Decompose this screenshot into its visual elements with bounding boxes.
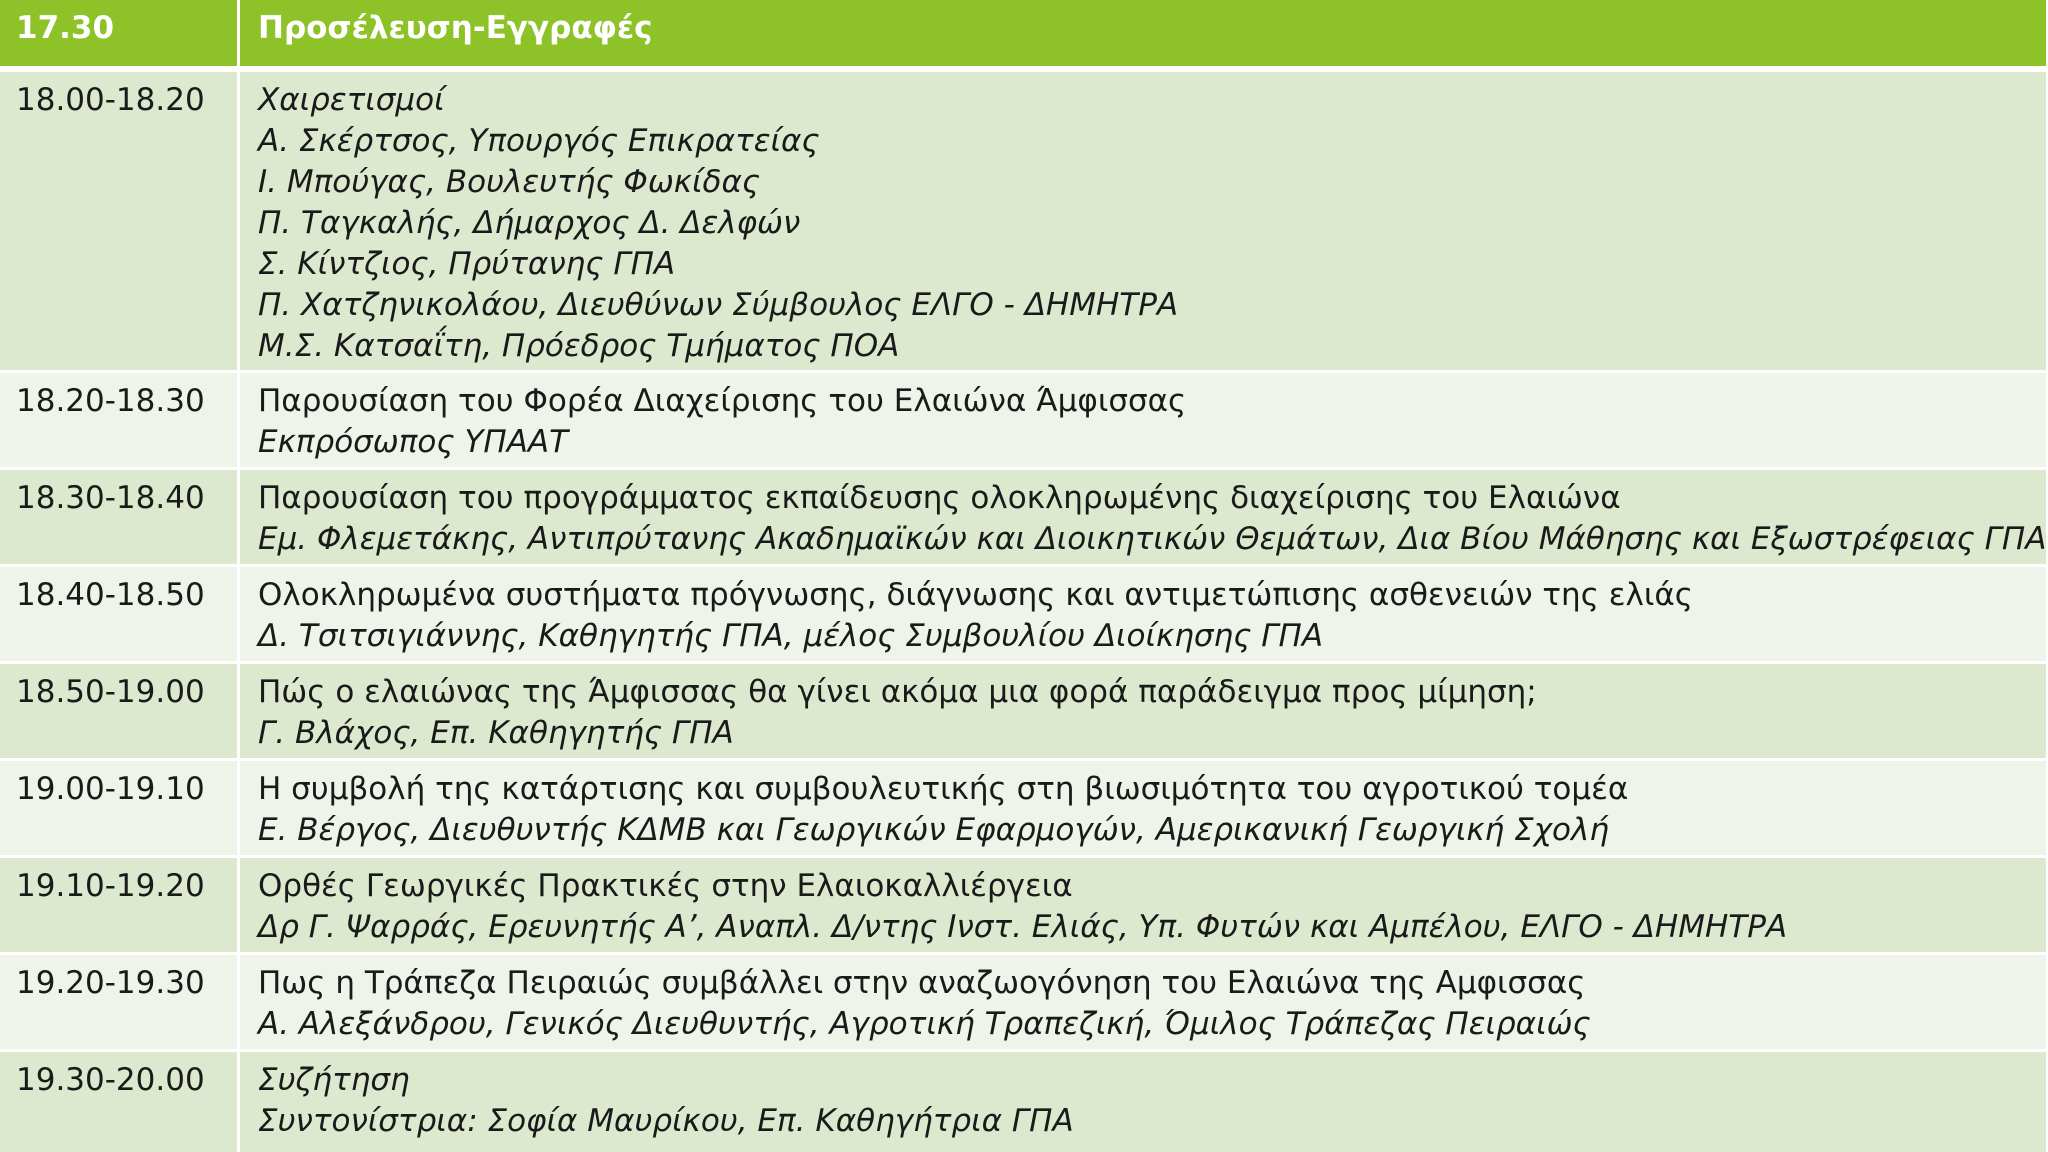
agenda-row-session: [0, 567, 2046, 661]
agenda-row-greetings: [0, 72, 2046, 370]
time-cell: [0, 858, 240, 952]
time-cell: [0, 373, 240, 467]
time-label: 19.30-20.00: [16, 1062, 205, 1098]
session-title: Προσέλευση-Εγγραφές: [258, 10, 653, 46]
speaker-line: Ε. Βέργος, Διευθυντής ΚΔΜΒ και Γεωργικών Εφαρμογών, Αμερικανική Γεωργική Σχολή: [258, 812, 1609, 848]
agenda-row-session: [0, 955, 2046, 1049]
speaker-line: Εκπρόσωπος ΥΠΑΑΤ: [258, 424, 569, 460]
agenda-row-session: [0, 373, 2046, 467]
time-label: 18.50-19.00: [16, 674, 205, 710]
speaker-line: Α. Σκέρτσος, Υπουργός Επικρατείας: [258, 123, 820, 159]
session-title: Συζήτηση: [258, 1062, 410, 1098]
session-title: Χαιρετισμοί: [258, 82, 445, 118]
agenda-row-session: [0, 470, 2046, 564]
speaker-line: Ι. Μπούγας, Βουλευτής Φωκίδας: [258, 164, 761, 200]
speaker-line: Μ.Σ. Κατσαΐτη, Πρόεδρος Τμήματος ΠΟΑ: [258, 328, 900, 364]
session-cell: [243, 72, 2046, 370]
session-title: Ορθές Γεωργικές Πρακτικές στην Ελαιοκαλλιέργεια: [258, 868, 1073, 904]
time-label: 17.30: [16, 10, 115, 46]
agenda-row-session: [0, 858, 2046, 952]
speaker-line: Π. Ταγκαλής, Δήμαρχος Δ. Δελφών: [258, 205, 801, 241]
session-title: Πως η Τράπεζα Πειραιώς συμβάλλει στην αναζωογόνηση του Ελαιώνα της Αμφισσας: [258, 965, 1586, 1001]
time-label: 19.20-19.30: [16, 965, 205, 1001]
time-label: 18.30-18.40: [16, 480, 205, 516]
time-cell: [0, 664, 240, 758]
agenda-row-discussion: [0, 1052, 2046, 1152]
time-cell: [0, 470, 240, 564]
time-cell: [0, 567, 240, 661]
speaker-line: Π. Χατζηνικολάου, Διευθύνων Σύμβουλος ΕΛΓΟ - ΔΗΜΗΤΡΑ: [258, 287, 1179, 323]
session-title: Η συμβολή της κατάρτισης και συμβουλευτικής στη βιωσιμότητα του αγροτικού τομέα: [258, 771, 1629, 807]
agenda-row-registration: [0, 0, 2046, 66]
session-title: Παρουσίαση του Φορέα Διαχείρισης του Ελαιώνα Άμφισσας: [258, 383, 1187, 419]
time-label: 18.20-18.30: [16, 383, 205, 419]
agenda-row-session: [0, 761, 2046, 855]
session-cell: [243, 470, 2046, 564]
session-cell: [243, 761, 2046, 855]
session-cell: [243, 955, 2046, 1049]
time-cell: [0, 1052, 240, 1152]
time-label: 19.00-19.10: [16, 771, 205, 807]
agenda-row-session: [0, 664, 2046, 758]
time-label: 19.10-19.20: [16, 868, 205, 904]
session-cell: [243, 664, 2046, 758]
speaker-line: Εμ. Φλεμετάκης, Αντιπρύτανης Ακαδημαϊκών και Διοικητικών Θεμάτων, Δια Βίου Μάθησης και Εξωστρέφειας ΓΠΑ: [258, 521, 2046, 557]
session-cell: [243, 1052, 2046, 1152]
speaker-line: Γ. Βλάχος, Επ. Καθηγητής ΓΠΑ: [258, 715, 734, 751]
time-cell: [0, 761, 240, 855]
time-label: 18.40-18.50: [16, 577, 205, 613]
speaker-line: Σ. Κίντζιος, Πρύτανης ΓΠΑ: [258, 246, 676, 282]
time-cell: [0, 72, 240, 370]
session-cell: [243, 858, 2046, 952]
session-title: Παρουσίαση του προγράμματος εκπαίδευσης ολοκληρωμένης διαχείρισης του Ελαιώνα: [258, 480, 1621, 516]
speaker-line: Δρ Γ. Ψαρράς, Ερευνητής Α’, Αναπλ. Δ/ντης Ινστ. Ελιάς, Υπ. Φυτών και Αμπέλου, ΕΛΓΟ - ΔΗΜΗΤΡΑ: [258, 909, 1788, 945]
session-cell: [243, 0, 2046, 66]
speaker-line: Συντονίστρια: Σοφία Μαυρίκου, Επ. Καθηγήτρια ΓΠΑ: [258, 1103, 1074, 1139]
session-cell: [243, 567, 2046, 661]
session-title: Ολοκληρωμένα συστήματα πρόγνωσης, διάγνωσης και αντιμετώπισης ασθενειών της ελιάς: [258, 577, 1693, 613]
session-cell: [243, 373, 2046, 467]
speaker-line: Α. Αλεξάνδρου, Γενικός Διευθυντής, Αγροτική Τραπεζική, Όμιλος Τράπεζας Πειραιώς: [258, 1006, 1591, 1042]
time-label: 18.00-18.20: [16, 82, 205, 118]
session-title: Πώς ο ελαιώνας της Άμφισσας θα γίνει ακόμα μια φορά παράδειγμα προς μίμηση;: [258, 674, 1537, 710]
time-cell: [0, 955, 240, 1049]
time-cell: [0, 0, 240, 66]
speaker-line: Δ. Τσιτσιγιάννης, Καθηγητής ΓΠΑ, μέλος Συμβουλίου Διοίκησης ΓΠΑ: [258, 618, 1324, 654]
